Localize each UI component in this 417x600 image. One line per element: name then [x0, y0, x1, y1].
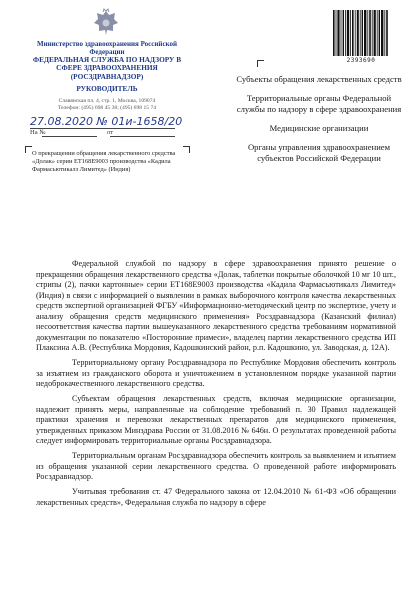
letter-body	[36, 259, 396, 513]
ot-label: от	[106, 129, 114, 136]
ministry-name: Министерство здравоохранения Российской Федерации	[36, 40, 178, 56]
body-paragraph: Субъектам обращения лекарственных средств, включая медицинские организации, надлежит принять меры, направленные на соблюдение требований п. 30 Правил надлежащей практики хранения и перевозки лекарственных препаратов для медицинского применения, утвержденных приказом Минздрава России от 31.08.2016 № 646н. О результатах проведенной работы следует информировать территориальные органы Росздравнадзора.	[36, 394, 396, 446]
addressee-item: Органы управления здравоохранением субъектов Российской Федерации	[247, 142, 391, 163]
addressee-bracket	[257, 60, 264, 67]
body-paragraph: Территориальным органам Росздравнадзора обеспечить контроль за выявлением и изъятием из обращения указанной серии лекарственного средства. О проведенной работе информировать Росздравнадзор.	[36, 451, 396, 482]
coat-of-arms-emblem	[91, 8, 121, 38]
addressee-item: Субъекты обращения лекарственных средств	[236, 74, 402, 84]
addressee-item: Территориальные органы Федеральной службы по надзору в сфере здравоохранения	[236, 93, 402, 114]
address-line: Славянская пл. 4, стр. 1, Москва, 109074	[58, 98, 156, 104]
barcode	[333, 10, 389, 56]
body-paragraph: Учитывая требования ст. 47 Федерального закона от 12.04.2010 № 61-ФЗ «Об обращении лекарственных средств», Федеральная служба по надзору в сфере	[36, 487, 396, 507]
handwritten-registration: 27.08.2020 № 01и-1658/20	[30, 115, 183, 128]
addressee-block	[234, 74, 404, 172]
sender-position: РУКОВОДИТЕЛЬ	[76, 84, 138, 93]
subject-bracket-left	[25, 146, 32, 153]
body-paragraph: Федеральной службой по надзору в сфере здравоохранения принято решение о прекращении обращения лекарственного средства «Долак, таблетки покрытые оболочкой 10 мг 10 шт., стрипы (2), пачки картонные» серии ET168E9003 производства «Кадила Фармасьютикалз Лимитед» (Индия) в связи с информацией о выявлении в рамках выборочного контроля качества лекарственных средств экспертной организацией ФГБУ «Информационно-методический центр по экспертизе, учету и анализу обращения средств медицинского применения» Росздравнадзора (Казанский филиал) несоответствия качества партии вышеуказанного лекарственного средства требованиям нормативной документации по показателю «Посторонние примеси», владелец партии лекарственного средства ИП Плаксина А.В. (Республика Мордовия, Кадошкинский район, р.п. Кадошкино, ул. Заводская, д. 12А).	[36, 259, 396, 352]
sender-address	[22, 98, 192, 112]
reference-line	[30, 129, 113, 136]
service-name: ФЕДЕРАЛЬНАЯ СЛУЖБА ПО НАДЗОРУ В СФЕРЕ ЗДРАВООХРАНЕНИЯ (РОСЗДРАВНАДЗОР)	[32, 55, 182, 81]
barcode-number: 2393690	[346, 57, 376, 64]
addressee-item: Медицинские организации	[269, 122, 369, 133]
na-label: На №	[30, 129, 46, 136]
reference-date-underline	[110, 136, 175, 137]
letter-subject: О прекращении обращения лекарственного средства «Долак» серии ET168E9003 производства «Кадила Фармасьютикалз Лимитед» (Индия)	[32, 150, 176, 174]
subject-bracket-right	[183, 146, 190, 153]
phone-line: Телефон: (495) 698 45 38; (495) 698 15 74	[57, 105, 157, 111]
body-paragraph: Территориальному органу Росздравнадзора по Республике Мордовия обеспечить контроль за изъятием из гражданского оборота и уничтожением в установленном порядке указанной партии недоброкачественного лекарственного средства.	[36, 358, 396, 389]
reference-number-underline	[42, 136, 97, 137]
